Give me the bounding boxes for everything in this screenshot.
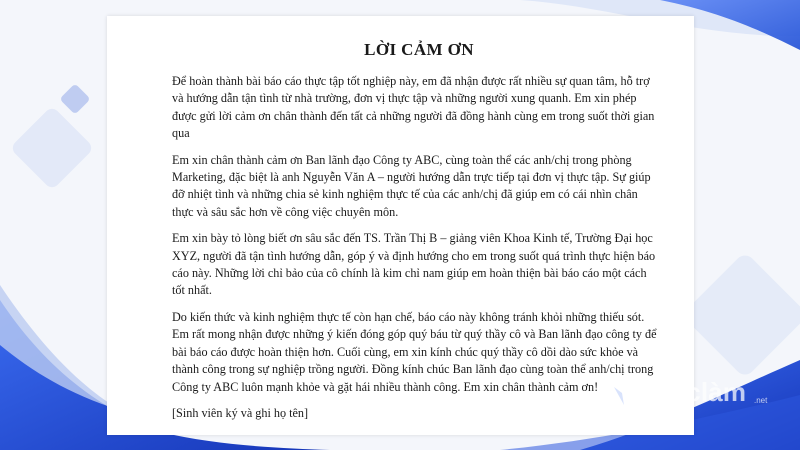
checkmark-logo-icon: [612, 379, 644, 409]
brand-logo: [612, 375, 782, 415]
diamond-left-small: [59, 83, 90, 114]
brand-name: Việclàm: [647, 377, 747, 407]
diamond-right-large: [681, 251, 800, 378]
paragraph-closing: Do kiến thức và kinh nghiệm thực tế còn hạn chế, báo cáo này không tránh khỏi những thiếu sót. Em rất mong nhận được những ý kiến đóng góp quý báu từ quý thầy cô và Ban lãnh đạo công ty để bài báo cáo được hoàn thiện hơn. Cuối cùng, em xin kính chúc quý thầy cô dồi dào sức khỏe và thành công trong sự nghiệp trồng người. Đồng kính chúc Ban lãnh đạo cùng toàn thể anh/chị trong Công ty ABC luôn mạnh khỏe và gặt hái nhiều thành công. Em xin chân thành cảm ơn!: [172, 309, 657, 394]
document-title: LỜI CẢM ƠN: [364, 40, 474, 59]
signature-line: [Sinh viên ký và ghi họ tên]: [172, 405, 309, 420]
brand-suffix: .net: [754, 396, 768, 405]
paragraph-company-thanks: Em xin chân thành cảm ơn Ban lãnh đạo Công ty ABC, cùng toàn thể các anh/chị trong phòng Marketing, đặc biệt là anh Nguyễn Văn A – người hướng dẫn trực tiếp tại đơn vị thực tập. Sự giúp đỡ nhiệt tình và những chia sẻ kinh nghiệm thực tế của các anh/chị đã giúp em có cái nhìn chân thực và sâu sắc hơn về công việc chuyên môn.: [172, 152, 651, 219]
document-page: [107, 16, 694, 435]
paragraph-advisor-thanks: Em xin bày tỏ lòng biết ơn sâu sắc đến TS. Trần Thị B – giảng viên Khoa Kinh tế, Trường Đại học XYZ, người đã tận tình hướng dẫn, góp ý và định hướng cho em trong suốt quá trình thực hiện báo cáo này. Những lời chỉ bảo của cô chính là kim chỉ nam giúp em hoàn thiện bài báo cáo một cách tốt nhất.: [172, 231, 656, 298]
diamond-left-large: [10, 106, 95, 191]
paragraph-intro: Để hoàn thành bài báo cáo thực tập tốt nghiệp này, em đã nhận được rất nhiều sự quan tâm, hỗ trợ và hướng dẫn tận tình từ nhà trường, đơn vị thực tập và những người xung quanh. Em xin phép được gửi lời cảm ơn chân thành đến tất cả những người đã đồng hành cùng em trong suốt thời gian qua: [172, 74, 655, 141]
